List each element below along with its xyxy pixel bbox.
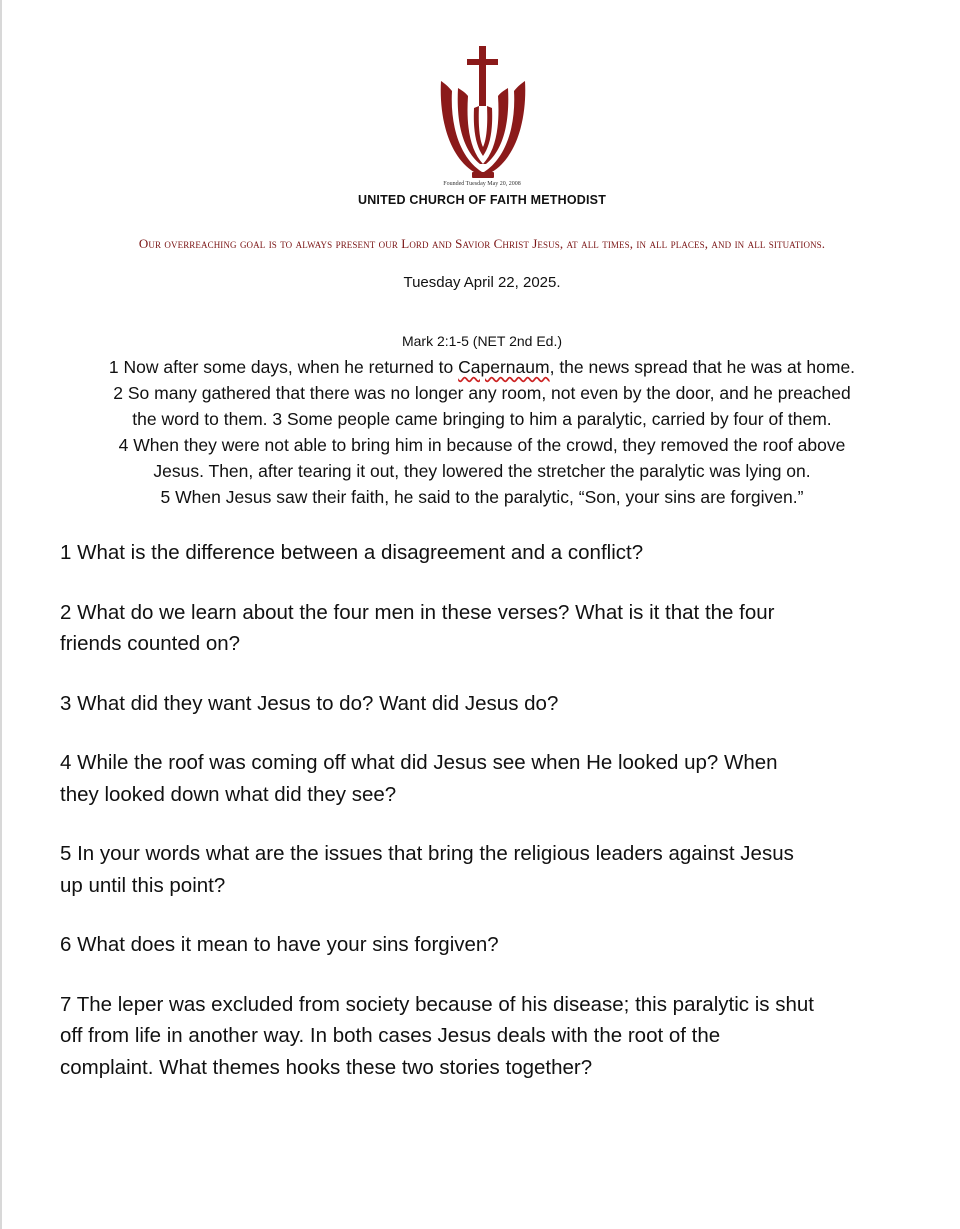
question-text: up until this point? xyxy=(60,873,226,897)
scripture-reference: Mark 2:1-5 (NET 2nd Ed.) xyxy=(401,333,563,349)
scripture-line xyxy=(42,354,922,380)
scripture-passage xyxy=(42,354,922,510)
question-item xyxy=(60,537,920,569)
question-item xyxy=(60,929,920,961)
scripture-text: , the news spread that he was at home. xyxy=(549,357,856,377)
question-text: 4 While the roof was coming off what did Jesus see when He looked up? When xyxy=(60,751,778,774)
spellcheck-word: Capernaum xyxy=(458,357,550,377)
question-text: 6 What does it mean to have your sins forgiven? xyxy=(60,933,499,956)
question-text: 5 In your words what are the issues that bring the religious leaders against Jesus xyxy=(60,842,794,865)
scripture-line: 2 So many gathered that there was no longer any room, not even by the door, and he preached xyxy=(113,383,851,403)
scripture-line: 5 When Jesus saw their faith, he said to the paralytic, “Son, your sins are forgiven.” xyxy=(160,487,804,507)
question-item xyxy=(60,838,920,901)
question-text: 1 What is the difference between a disagreement and a conflict? xyxy=(60,541,644,564)
question-text: off from life in another way. In both cases Jesus deals with the root of the xyxy=(60,1024,721,1047)
scripture-line: Jesus. Then, after tearing it out, they lowered the stretcher the paralytic was lying on. xyxy=(153,461,811,481)
question-text: friends counted on? xyxy=(60,632,241,655)
question-item xyxy=(60,747,920,810)
lesson-date: Tuesday April 22, 2025. xyxy=(403,274,561,291)
question-text: 3 What did they want Jesus to do? Want did Jesus do? xyxy=(60,691,559,715)
question-item xyxy=(60,989,920,1084)
question-text: 7 The leper was excluded from society because of his disease; this paralytic is shut xyxy=(60,992,814,1016)
church-logo-icon xyxy=(438,46,528,180)
scripture-text: 1 Now after some days, when he returned to xyxy=(108,357,459,377)
discussion-questions xyxy=(60,537,920,1111)
question-text: complaint. What themes hooks these two stories together? xyxy=(60,1055,593,1079)
motto: Our overreaching goal is to always present our Lord and Savior Christ Jesus, at all times, in all places, and in all situations. xyxy=(138,236,826,251)
scripture-line: the word to them. 3 Some people came bringing to him a paralytic, carried by four of them. xyxy=(132,409,832,429)
scripture-line: 4 When they were not able to bring him in because of the crowd, they removed the roof above xyxy=(118,435,846,455)
question-item xyxy=(60,688,920,720)
question-text: 2 What do we learn about the four men in these verses? What is it that the four xyxy=(60,600,775,624)
question-text: they looked down what did they see? xyxy=(60,782,397,806)
founded-date: Founded Tuesday May 20, 2008 xyxy=(443,181,521,187)
church-name: UNITED CHURCH OF FAITH METHODIST xyxy=(357,193,607,207)
question-item xyxy=(60,597,920,660)
